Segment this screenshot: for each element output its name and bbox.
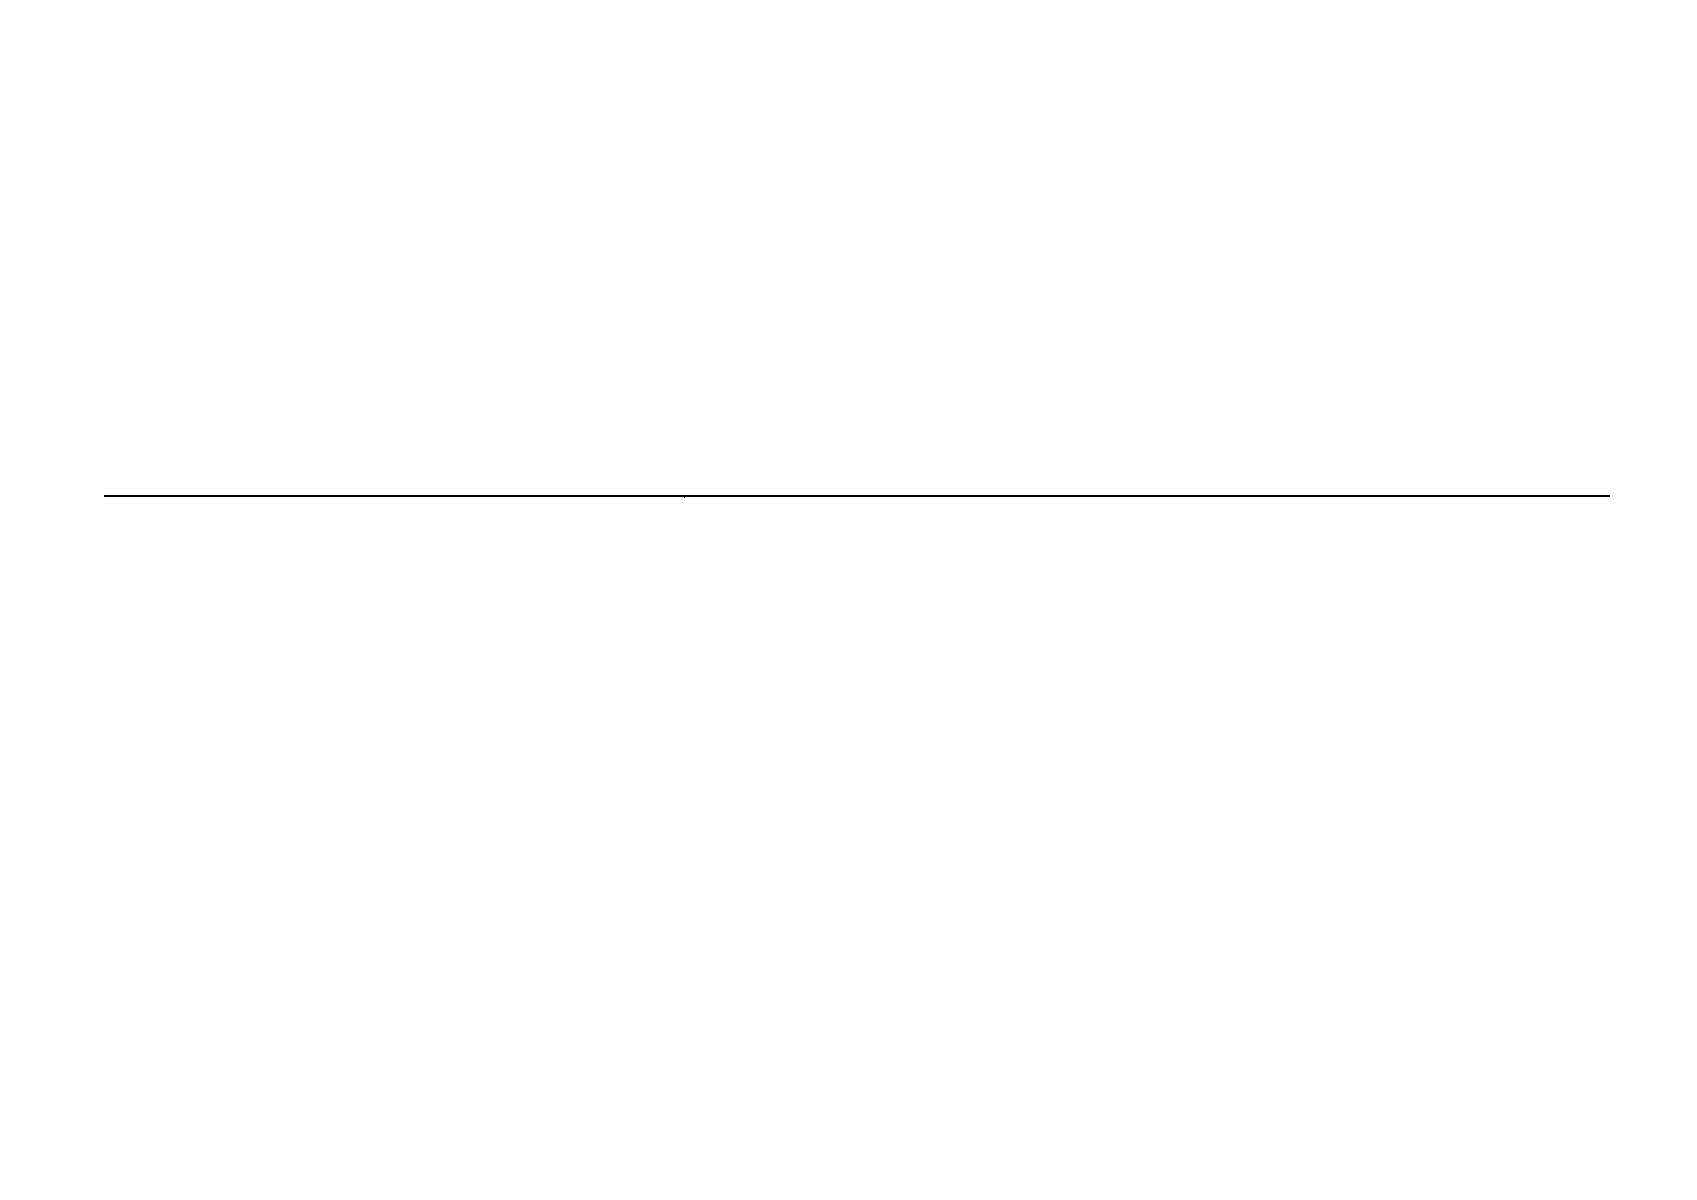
financing-table <box>104 495 1610 497</box>
header-name-cell <box>104 496 684 497</box>
header-volume-cell <box>850 496 1610 497</box>
header-row <box>104 496 1610 497</box>
header-kbk-cell <box>684 496 850 497</box>
